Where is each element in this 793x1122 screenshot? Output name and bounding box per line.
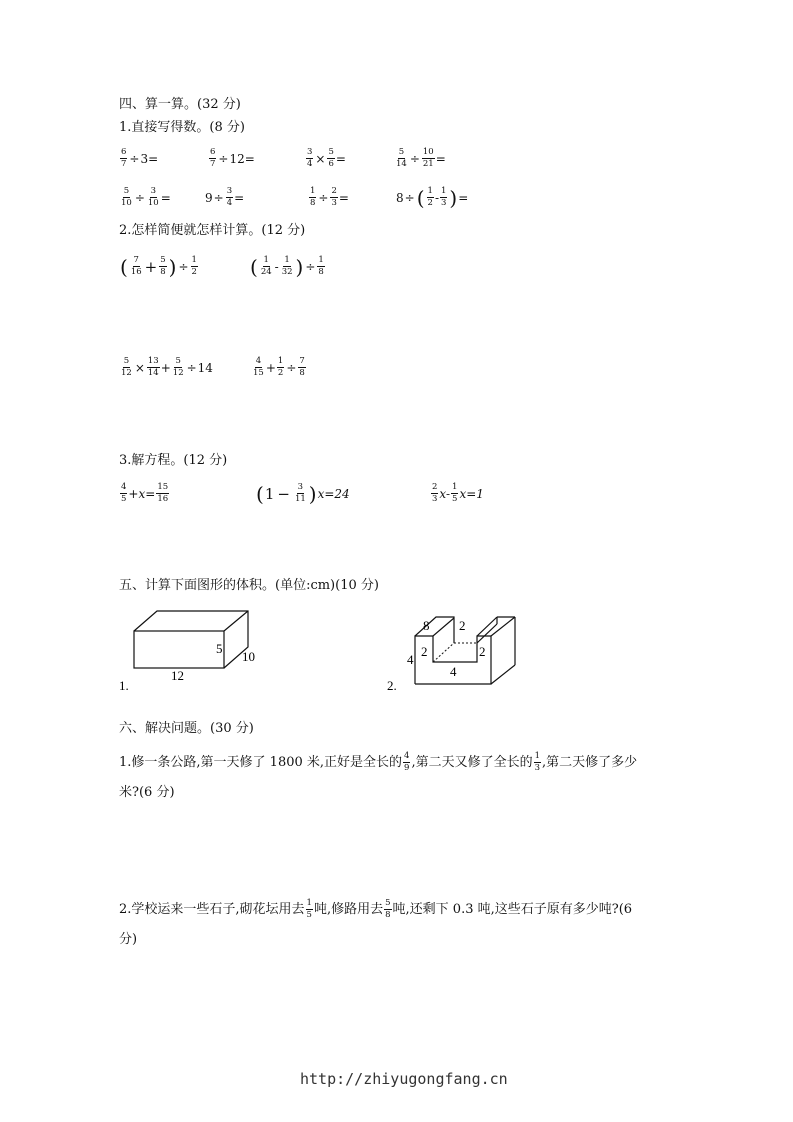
figure-1-label: 1. <box>119 678 129 693</box>
fraction: $\frac{1}{8}$ <box>310 186 316 208</box>
q1-expr-1: $\frac{6}{7}$ ÷ 3= <box>121 147 159 169</box>
figure-2-label: 2. <box>387 678 397 693</box>
u-top-right-label: 2 <box>459 618 466 633</box>
q1-expr-3: $\frac{3}{4}$ × $\frac{5}{6}$ = <box>307 147 346 169</box>
q2-expr-4: 4 15 + $\frac{1}{2}$ ÷ $\frac{7}{8}$ <box>253 356 305 378</box>
problem-2-line-1: 2.学校运来一些石子,砌花坛用去 1 5 吨,修路用去 5 8 吨,还剩下 0.3 吨,这些石子原有多少吨?(6 <box>119 898 633 920</box>
problem-1-line-1: 1.修一条公路,第一天修了 1800 米,正好是全长的 4 9 ,第二天又修了全长的 1 3 ,第二天修了多少 <box>119 751 638 773</box>
fraction: 1 32 <box>281 255 293 277</box>
section-5-title: 五、计算下面图形的体积。(单位:cm)(10 分) <box>119 578 379 593</box>
footer-url[interactable]: http://zhiyugongfang.cn <box>300 1070 508 1088</box>
fraction: $\frac{3}{4}$ <box>307 147 313 169</box>
q3-eq-3: 2 3 x- 1 5 x=1 <box>432 482 484 504</box>
fraction: $\frac{5}{8}$ <box>160 255 166 277</box>
q2-expr-1: ( 7 16 + $\frac{5}{8}$ ) ÷ $\frac{1}{2}$ <box>120 254 197 279</box>
u-bottom-label: 4 <box>450 664 457 679</box>
fraction: $\frac{15}{16}$ <box>157 482 169 504</box>
cuboid-length-label: 12 <box>171 668 184 683</box>
fraction: 1 5 <box>452 482 458 504</box>
fraction: 1 24 <box>260 255 272 277</box>
q2-title: 2.怎样简便就怎样计算。(12 分) <box>119 223 306 238</box>
fraction: 4 5 <box>121 482 127 504</box>
q3-eq-1: 4 5 +x= $\frac{15}{16}$ <box>121 482 169 504</box>
fraction: $\frac{6}{7}$ <box>210 147 216 169</box>
fraction: 1 2 <box>427 186 433 208</box>
fraction: 7 16 <box>130 255 142 277</box>
u-inner-right-label: 2 <box>479 644 486 659</box>
fraction: $\frac{3}{10}$ <box>147 186 159 208</box>
cuboid-figure <box>115 600 275 695</box>
fraction: $\frac{1}{2}$ <box>191 255 197 277</box>
fraction: 4 9 <box>404 751 410 773</box>
fraction: $\frac{6}{7}$ <box>121 147 127 169</box>
fraction: $\frac{1}{8}$ <box>318 255 324 277</box>
fraction: $\frac{3}{4}$ <box>226 186 233 208</box>
cuboid-height-label: 5 <box>216 641 223 656</box>
section-4-title: 四、算一算。(32 分) <box>119 97 241 112</box>
cuboid-depth-label: 10 <box>242 649 255 664</box>
q1-expr-8: 8 ÷ ( 1 2 - 1 3 ) = <box>396 185 469 210</box>
fraction: $\frac{13}{14}$ <box>147 356 159 378</box>
q1-expr-2: $\frac{6}{7}$ ÷ 12= <box>210 147 255 169</box>
fraction: $\frac{2}{3}$ <box>331 186 337 208</box>
fraction: $\frac{5}{12}$ <box>172 356 184 378</box>
fraction: $\frac{3}{11}$ <box>294 482 306 504</box>
q1-expr-4: $\frac{5}{14}$ ÷ $\frac{10}{21}$ = <box>396 147 446 169</box>
fraction: 1 3 <box>441 186 447 208</box>
q1-expr-5: $\frac{5}{10}$ ÷ $\frac{3}{10}$ = <box>121 186 171 208</box>
q2-expr-3: $\frac{5}{12}$ × $\frac{13}{14}$ + $\frac{5}{12}$ ÷ 14 <box>121 356 213 378</box>
q3-eq-2: ( 1 − $\frac{3}{11}$ ) x=24 <box>256 481 350 506</box>
u-inner-left-label: 2 <box>421 644 428 659</box>
q1-expr-7: $\frac{1}{8}$ ÷ $\frac{2}{3}$ = <box>310 186 349 208</box>
fraction: $\frac{5}{6}$ <box>328 147 334 169</box>
u-top-left-label: 8 <box>423 618 430 633</box>
fraction: $\frac{5}{12}$ <box>121 356 132 378</box>
fraction: $\frac{1}{2}$ <box>277 356 284 378</box>
q1-expr-6: 9 ÷ $\frac{3}{4}$ = <box>205 186 245 208</box>
q3-title: 3.解方程。(12 分) <box>119 453 228 468</box>
fraction: 5 8 <box>385 898 391 920</box>
fraction: 1 3 <box>534 751 541 773</box>
fraction: 1 5 <box>306 898 312 920</box>
u-height-label: 4 <box>407 652 414 667</box>
fraction: $\frac{5}{10}$ <box>121 186 132 208</box>
fraction: 2 3 <box>432 482 438 504</box>
fraction: $\frac{5}{14}$ <box>396 147 407 169</box>
problem-2-line-2: 分) <box>119 932 138 947</box>
section-6-title: 六、解决问题。(30 分) <box>119 721 254 736</box>
u-shape-figure <box>383 606 528 698</box>
fraction: 4 15 <box>253 356 264 378</box>
fraction: $\frac{10}{21}$ <box>422 147 434 169</box>
q1-title: 1.直接写得数。(8 分) <box>119 120 245 135</box>
q2-expr-2: ( 1 24 - 1 32 ) ÷ $\frac{1}{8}$ <box>250 254 324 279</box>
problem-1-line-2: 米?(6 分) <box>119 785 175 800</box>
fraction: $\frac{7}{8}$ <box>299 356 305 378</box>
